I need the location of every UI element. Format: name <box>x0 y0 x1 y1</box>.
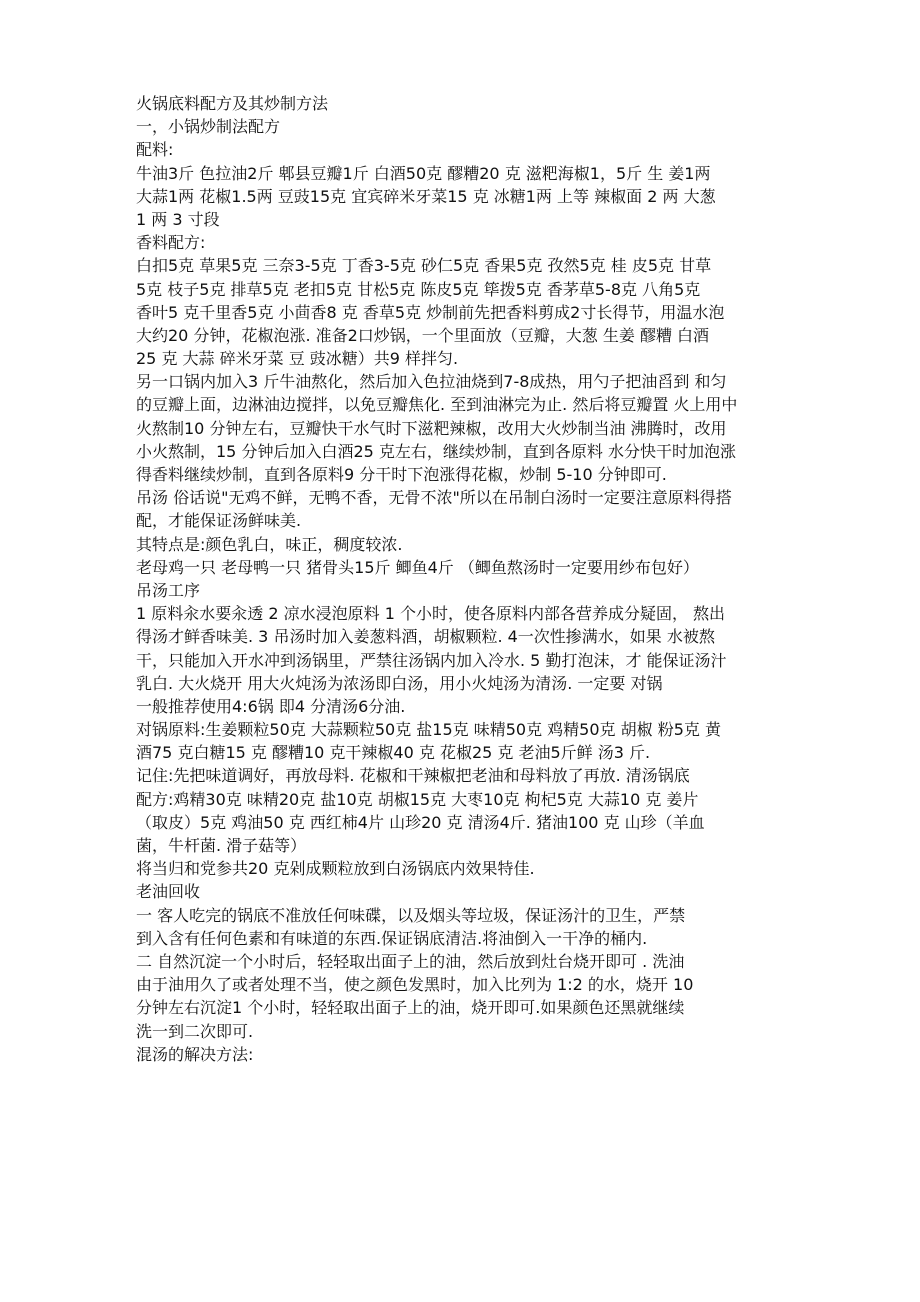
text-line: 25 克 大蒜 碎米牙菜 豆 豉冰糖）共9 样拌匀. <box>136 349 459 369</box>
text-line: 大蒜1两 花椒1.5两 豆豉15克 宜宾碎米牙菜15 克 冰糖1两 上等 辣椒面 2 两 大葱 <box>136 186 716 206</box>
text-line: 老母鸡一只 老母鸭一只 猪骨头15斤 鲫鱼4斤 （鲫鱼熬汤时一定要用纱布包好） <box>136 557 699 577</box>
text-line: 一般推荐使用4:6锅 即4 分清汤6分油. <box>136 696 406 716</box>
text-line: 另一口锅内加入3 斤牛油熬化，然后加入色拉油烧到7-8成热，用勺子把油舀到 和匀 <box>136 372 727 392</box>
text-line: 二 自然沉淀一个小时后，轻轻取出面子上的油，然后放到灶台烧开即可 . 洗油 <box>136 951 685 971</box>
document-title: 火锅底料配方及其炒制方法 <box>136 94 329 113</box>
text-line: 火熬制10 分钟左右，豆瓣快干水气时下滋粑辣椒，改用大火炒制当油 沸腾时，改用 <box>136 418 727 438</box>
subheading: 香料配方: <box>136 233 206 253</box>
text-line: 得香料继续炒制，直到各原料9 分干时下泡涨得花椒，炒制 5-10 分钟即可. <box>136 465 667 484</box>
subheading: 吊汤工序 <box>136 580 201 600</box>
text-line: 配，才能保证汤鲜味美. <box>136 511 302 531</box>
text-line: 配方:鸡精30克 味精20克 盐10克 胡椒15克 大枣10克 枸杞5克 大蒜10 克 姜片 <box>136 789 699 809</box>
text-line: 白扣5克 草果5克 三奈3-5克 丁香3-5克 砂仁5克 香果5克 孜然5克 桂 皮5克 甘草 <box>136 256 712 276</box>
text-line: 对锅原料:生姜颗粒50克 大蒜颗粒50克 盐15克 味精50克 鸡精50克 胡椒 粉5克 黄 <box>136 720 721 740</box>
text-line: 一 客人吃完的锅底不准放任何味碟，以及烟头等垃圾，保证汤汁的卫生，严禁 <box>136 905 686 925</box>
subheading: 混汤的解决方法: <box>136 1044 254 1064</box>
text-line: 干，只能加入开水冲到汤锅里，严禁往汤锅内加入冷水. 5 勤打泡沫，才 能保证汤汁 <box>136 650 727 670</box>
text-line: 小火熬制，15 分钟后加入白酒25 克左右，继续炒制，直到各原料 水分快干时加泡涨 <box>136 441 736 461</box>
text-line: 洗一到二次即可. <box>136 1021 254 1041</box>
section-heading: 一，小锅炒制法配方 <box>136 117 281 137</box>
text-line: 大约20 分钟，花椒泡涨. 准备2口炒锅，一个里面放（豆瓣，大葱 生姜 醪糟 白酒 <box>136 325 710 345</box>
text-line: 酒75 克白糖15 克 醪糟10 克干辣椒40 克 花椒25 克 老油5斤鲜 汤3 斤. <box>136 743 651 763</box>
text-line: 1 原料汆水要汆透 2 凉水浸泡原料 1 个小时，使各原料内部各营养成分疑固， 熬出 <box>136 604 726 624</box>
text-line: 1 两 3 寸段 <box>136 209 220 229</box>
document-page <box>136 92 796 1066</box>
text-line: 的豆瓣上面，边淋油边搅拌，以免豆瓣焦化. 至到油淋完为止. 然后将豆瓣置 火上用中 <box>136 395 738 415</box>
text-line: 乳白. 大火烧开 用大火炖汤为浓汤即白汤，用小火炖汤为清汤. 一定要 对锅 <box>136 673 663 693</box>
text-line: 分钟左右沉淀1 个小时，轻轻取出面子上的油，烧开即可.如果颜色还黑就继续 <box>136 998 685 1018</box>
text-line: 将当归和党参共20 克剁成颗粒放到白汤锅底内效果特佳. <box>136 859 535 879</box>
text-line: 得汤才鲜香味美. 3 吊汤时加入姜葱料酒，胡椒颗粒. 4一次性掺满水，如果 水被熬 <box>136 627 715 647</box>
subheading: 配料: <box>136 140 174 160</box>
text-line: 5克 枝子5克 排草5克 老扣5克 甘松5克 陈皮5克 筚拨5克 香茅草5-8克 八角5克 <box>136 279 701 299</box>
text-line: 菌，牛杆菌. 滑子菇等） <box>136 836 307 855</box>
subheading: 老油回收 <box>136 882 201 902</box>
text-line: 由于油用久了或者处理不当，使之颜色发黑时，加入比列为 1:2 的水，烧开 10 <box>136 975 694 995</box>
text-line: 吊汤 俗话说"无鸡不鲜，无鸭不香，无骨不浓"所以在吊制白汤时一定要注意原料得搭 <box>136 488 732 508</box>
text-line: 香叶5 克千里香5克 小茴香8 克 香草5克 炒制前先把香料剪成2寸长得节，用温水泡 <box>136 302 725 322</box>
text-line: 其特点是:颜色乳白，味正，稠度较浓. <box>136 534 403 554</box>
text-line: 牛油3斤 色拉油2斤 郫县豆瓣1斤 白酒50克 醪糟20 克 滋粑海椒1，5斤 生 姜1两 <box>136 163 711 183</box>
text-line: （取皮）5克 鸡油50 克 西红柿4片 山珍20 克 清汤4斤. 猪油100 克 山珍（羊血 <box>136 812 705 832</box>
text-line: 到入含有任何色素和有味道的东西.保证锅底清洁.将油倒入一干净的桶内. <box>136 928 648 948</box>
text-line: 记住:先把味道调好，再放母料. 花椒和干辣椒把老油和母料放了再放. 清汤锅底 <box>136 766 690 786</box>
